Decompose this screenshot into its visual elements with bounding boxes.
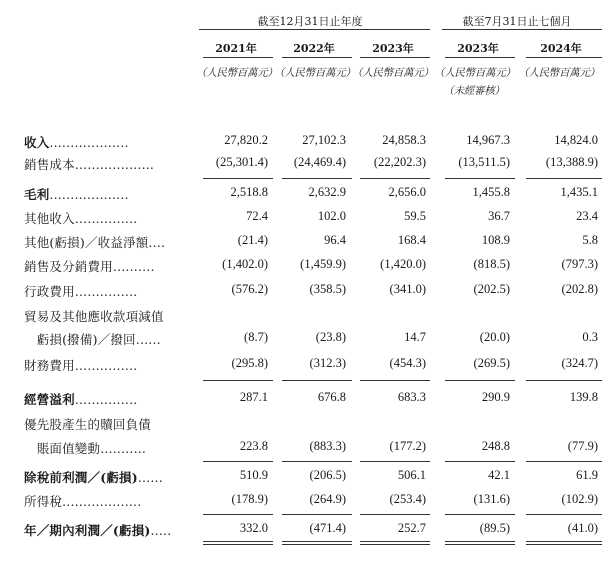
total-double-rule [203, 541, 273, 545]
cell-2024-7m: (102.9) [561, 492, 598, 506]
subtotal-rule [445, 380, 515, 381]
unit-2022: （人民幣百萬元） [274, 67, 356, 79]
cell-2021: (1,402.0) [222, 257, 268, 271]
year-rule-2021 [203, 57, 273, 58]
cell-2022: 102.0 [317, 209, 346, 223]
header-group-annual-rule [199, 29, 430, 30]
cell-2022: (206.5) [309, 468, 346, 482]
cell-2023: 252.7 [397, 521, 426, 535]
cell-2023-7m: (269.5) [473, 356, 510, 370]
subtotal-rule [445, 461, 515, 462]
cell-2021: 2,518.8 [230, 185, 268, 199]
row-label-text: 其他收入 [24, 211, 75, 226]
cell-2022: (264.9) [309, 492, 346, 506]
row-leader-dots: ...... [135, 332, 161, 347]
cell-2021: (8.7) [244, 330, 268, 344]
cell-2022: (312.3) [309, 356, 346, 370]
row-label [24, 390, 137, 408]
cell-2021: 223.8 [239, 439, 268, 453]
cell-2023: 24,858.3 [382, 133, 426, 147]
cell-2021: 72.4 [246, 209, 268, 223]
subtotal-rule [282, 178, 352, 179]
header-group-seven-rule [442, 29, 602, 30]
cell-2024-7m: (797.3) [561, 257, 598, 271]
cell-2023: 506.1 [397, 468, 426, 482]
row-leader-dots: .......... [112, 259, 155, 274]
cell-2021: (178.9) [231, 492, 268, 506]
row-label-text: 毛利 [24, 187, 50, 202]
row-label-text: 收入 [24, 135, 50, 150]
cell-2024-7m: (13,388.9) [545, 155, 598, 169]
cell-2022: (1,459.9) [300, 257, 346, 271]
subtotal-rule [282, 461, 352, 462]
cell-2024-7m: (41.0) [567, 521, 598, 535]
row-label [24, 282, 137, 300]
row-label [24, 439, 146, 457]
year-header-2024-7m: 2024年 [540, 42, 582, 55]
unit-2023-7m: （人民幣百萬元） [434, 67, 516, 79]
year-rule-2024-7m [526, 57, 602, 58]
cell-2024-7m: (324.7) [561, 356, 598, 370]
unit-2023: （人民幣百萬元） [352, 67, 434, 79]
row-label [24, 356, 137, 374]
row-label-text: 銷售及分銷費用 [24, 259, 113, 274]
row-label-text: 虧損(撥備)／撥回 [24, 332, 136, 347]
cell-2023-7m: 1,455.8 [472, 185, 510, 199]
row-label [24, 185, 129, 203]
subtotal-rule [445, 178, 515, 179]
row-label [24, 233, 165, 251]
row-label-text: 其他(虧損)／收益淨額 [24, 235, 149, 250]
subtotal-rule [203, 178, 273, 179]
row-label [24, 257, 155, 275]
cell-2023-7m: (818.5) [473, 257, 510, 271]
cell-2023-7m: 108.9 [481, 233, 510, 247]
row-label [24, 521, 171, 539]
cell-2023: (341.0) [389, 282, 426, 296]
row-label [24, 468, 163, 486]
cell-2022: 96.4 [324, 233, 346, 247]
year-rule-2022 [282, 57, 352, 58]
header-group-annual: 截至12月31日止年度 [257, 15, 363, 28]
row-label [24, 133, 129, 151]
row-label-text: 銷售成本 [24, 157, 75, 172]
cell-2024-7m: 61.9 [576, 468, 598, 482]
total-double-rule [360, 541, 430, 545]
cell-2021: 510.9 [239, 468, 268, 482]
unaudited-note: （未經審核） [443, 85, 505, 97]
subtotal-rule [203, 461, 273, 462]
cell-2022: 2,632.9 [308, 185, 346, 199]
cell-2023-7m: 36.7 [488, 209, 510, 223]
cell-2023-7m: (131.6) [473, 492, 510, 506]
row-label [24, 330, 161, 348]
cell-2023: (177.2) [389, 439, 426, 453]
row-label [24, 415, 151, 433]
subtotal-rule [282, 380, 352, 381]
cell-2024-7m: 0.3 [582, 330, 598, 344]
cell-2022: (24,469.4) [293, 155, 346, 169]
subtotal-rule [360, 178, 430, 179]
subtotal-rule [526, 461, 602, 462]
total-double-rule [445, 541, 515, 545]
row-leader-dots: ...... [137, 470, 163, 485]
cell-2023-7m: 42.1 [488, 468, 510, 482]
year-header-2023-7m: 2023年 [457, 42, 499, 55]
cell-2023: 14.7 [404, 330, 426, 344]
row-label-text: 除稅前利潤／(虧損) [24, 470, 138, 485]
year-header-2022: 2022年 [293, 42, 335, 55]
cell-2024-7m: 1,435.1 [560, 185, 598, 199]
cell-2024-7m: (77.9) [567, 439, 598, 453]
cell-2023-7m: (13,511.5) [458, 155, 510, 169]
row-label-text: 財務費用 [24, 358, 75, 373]
cell-2023: 59.5 [404, 209, 426, 223]
row-label [24, 155, 154, 173]
cell-2023: (253.4) [389, 492, 426, 506]
row-leader-dots: ............... [74, 392, 138, 407]
cell-2022: (23.8) [315, 330, 346, 344]
subtotal-rule [526, 514, 602, 515]
subtotal-rule [360, 380, 430, 381]
row-leader-dots: ............... [74, 358, 138, 373]
cell-2023: 683.3 [397, 390, 426, 404]
row-label-text: 年／期內利潤／(虧損) [24, 523, 151, 538]
unit-2024-7m: （人民幣百萬元） [518, 67, 600, 79]
cell-2023-7m: (20.0) [479, 330, 510, 344]
subtotal-rule [203, 380, 273, 381]
cell-2021: (21.4) [237, 233, 268, 247]
cell-2022: (358.5) [309, 282, 346, 296]
cell-2024-7m: 139.8 [569, 390, 598, 404]
year-header-2023: 2023年 [372, 42, 414, 55]
cell-2023: 168.4 [397, 233, 426, 247]
cell-2021: 332.0 [239, 521, 268, 535]
cell-2022: (471.4) [309, 521, 346, 535]
cell-2022: 27,102.3 [302, 133, 346, 147]
year-header-2021: 2021年 [215, 42, 257, 55]
cell-2022: 676.8 [317, 390, 346, 404]
cell-2023: (454.3) [389, 356, 426, 370]
cell-2021: 27,820.2 [224, 133, 268, 147]
row-label-text: 行政費用 [24, 284, 75, 299]
row-label [24, 307, 164, 325]
subtotal-rule [282, 514, 352, 515]
subtotal-rule [203, 514, 273, 515]
cell-2023: 2,656.0 [388, 185, 426, 199]
year-rule-2023-7m [445, 57, 515, 58]
header-group-seven-months: 截至7月31日止七個月 [462, 15, 572, 28]
row-leader-dots: ................... [74, 157, 155, 172]
cell-2023: (22,202.3) [373, 155, 426, 169]
subtotal-rule [360, 514, 430, 515]
row-label [24, 492, 141, 510]
cell-2021: (295.8) [231, 356, 268, 370]
cell-2024-7m: 5.8 [582, 233, 598, 247]
year-rule-2023 [360, 57, 430, 58]
total-double-rule [526, 541, 602, 545]
cell-2024-7m: (202.8) [561, 282, 598, 296]
cell-2024-7m: 23.4 [576, 209, 598, 223]
cell-2023-7m: 14,967.3 [466, 133, 510, 147]
cell-2023-7m: (89.5) [479, 521, 510, 535]
row-label-text: 優先股產生的贖回負債 [24, 417, 152, 432]
cell-2023-7m: (202.5) [473, 282, 510, 296]
cell-2021: (576.2) [231, 282, 268, 296]
cell-2024-7m: 14,824.0 [554, 133, 598, 147]
row-label-text: 貿易及其他應收款項減值 [24, 309, 164, 324]
row-leader-dots: ..... [150, 523, 172, 538]
subtotal-rule [360, 461, 430, 462]
row-leader-dots: ................... [49, 187, 129, 202]
row-label-text: 所得稅 [24, 494, 63, 509]
row-leader-dots: ............... [74, 284, 138, 299]
cell-2023: (1,420.0) [380, 257, 426, 271]
row-leader-dots: ................... [62, 494, 142, 509]
unit-2021: （人民幣百萬元） [196, 67, 278, 79]
row-label [24, 209, 137, 227]
cell-2022: (883.3) [309, 439, 346, 453]
row-leader-dots: ................... [49, 135, 129, 150]
cell-2021: (25,301.4) [215, 155, 268, 169]
row-label-text: 經營溢利 [24, 392, 75, 407]
total-double-rule [282, 541, 352, 545]
row-leader-dots: ............... [74, 211, 138, 226]
subtotal-rule [526, 380, 602, 381]
cell-2021: 287.1 [239, 390, 268, 404]
cell-2023-7m: 248.8 [481, 439, 510, 453]
row-leader-dots: .... [148, 235, 166, 250]
row-leader-dots: ........... [100, 441, 147, 456]
cell-2023-7m: 290.9 [481, 390, 510, 404]
subtotal-rule [445, 514, 515, 515]
subtotal-rule [526, 178, 602, 179]
row-label-text: 賬面值變動 [24, 441, 101, 456]
